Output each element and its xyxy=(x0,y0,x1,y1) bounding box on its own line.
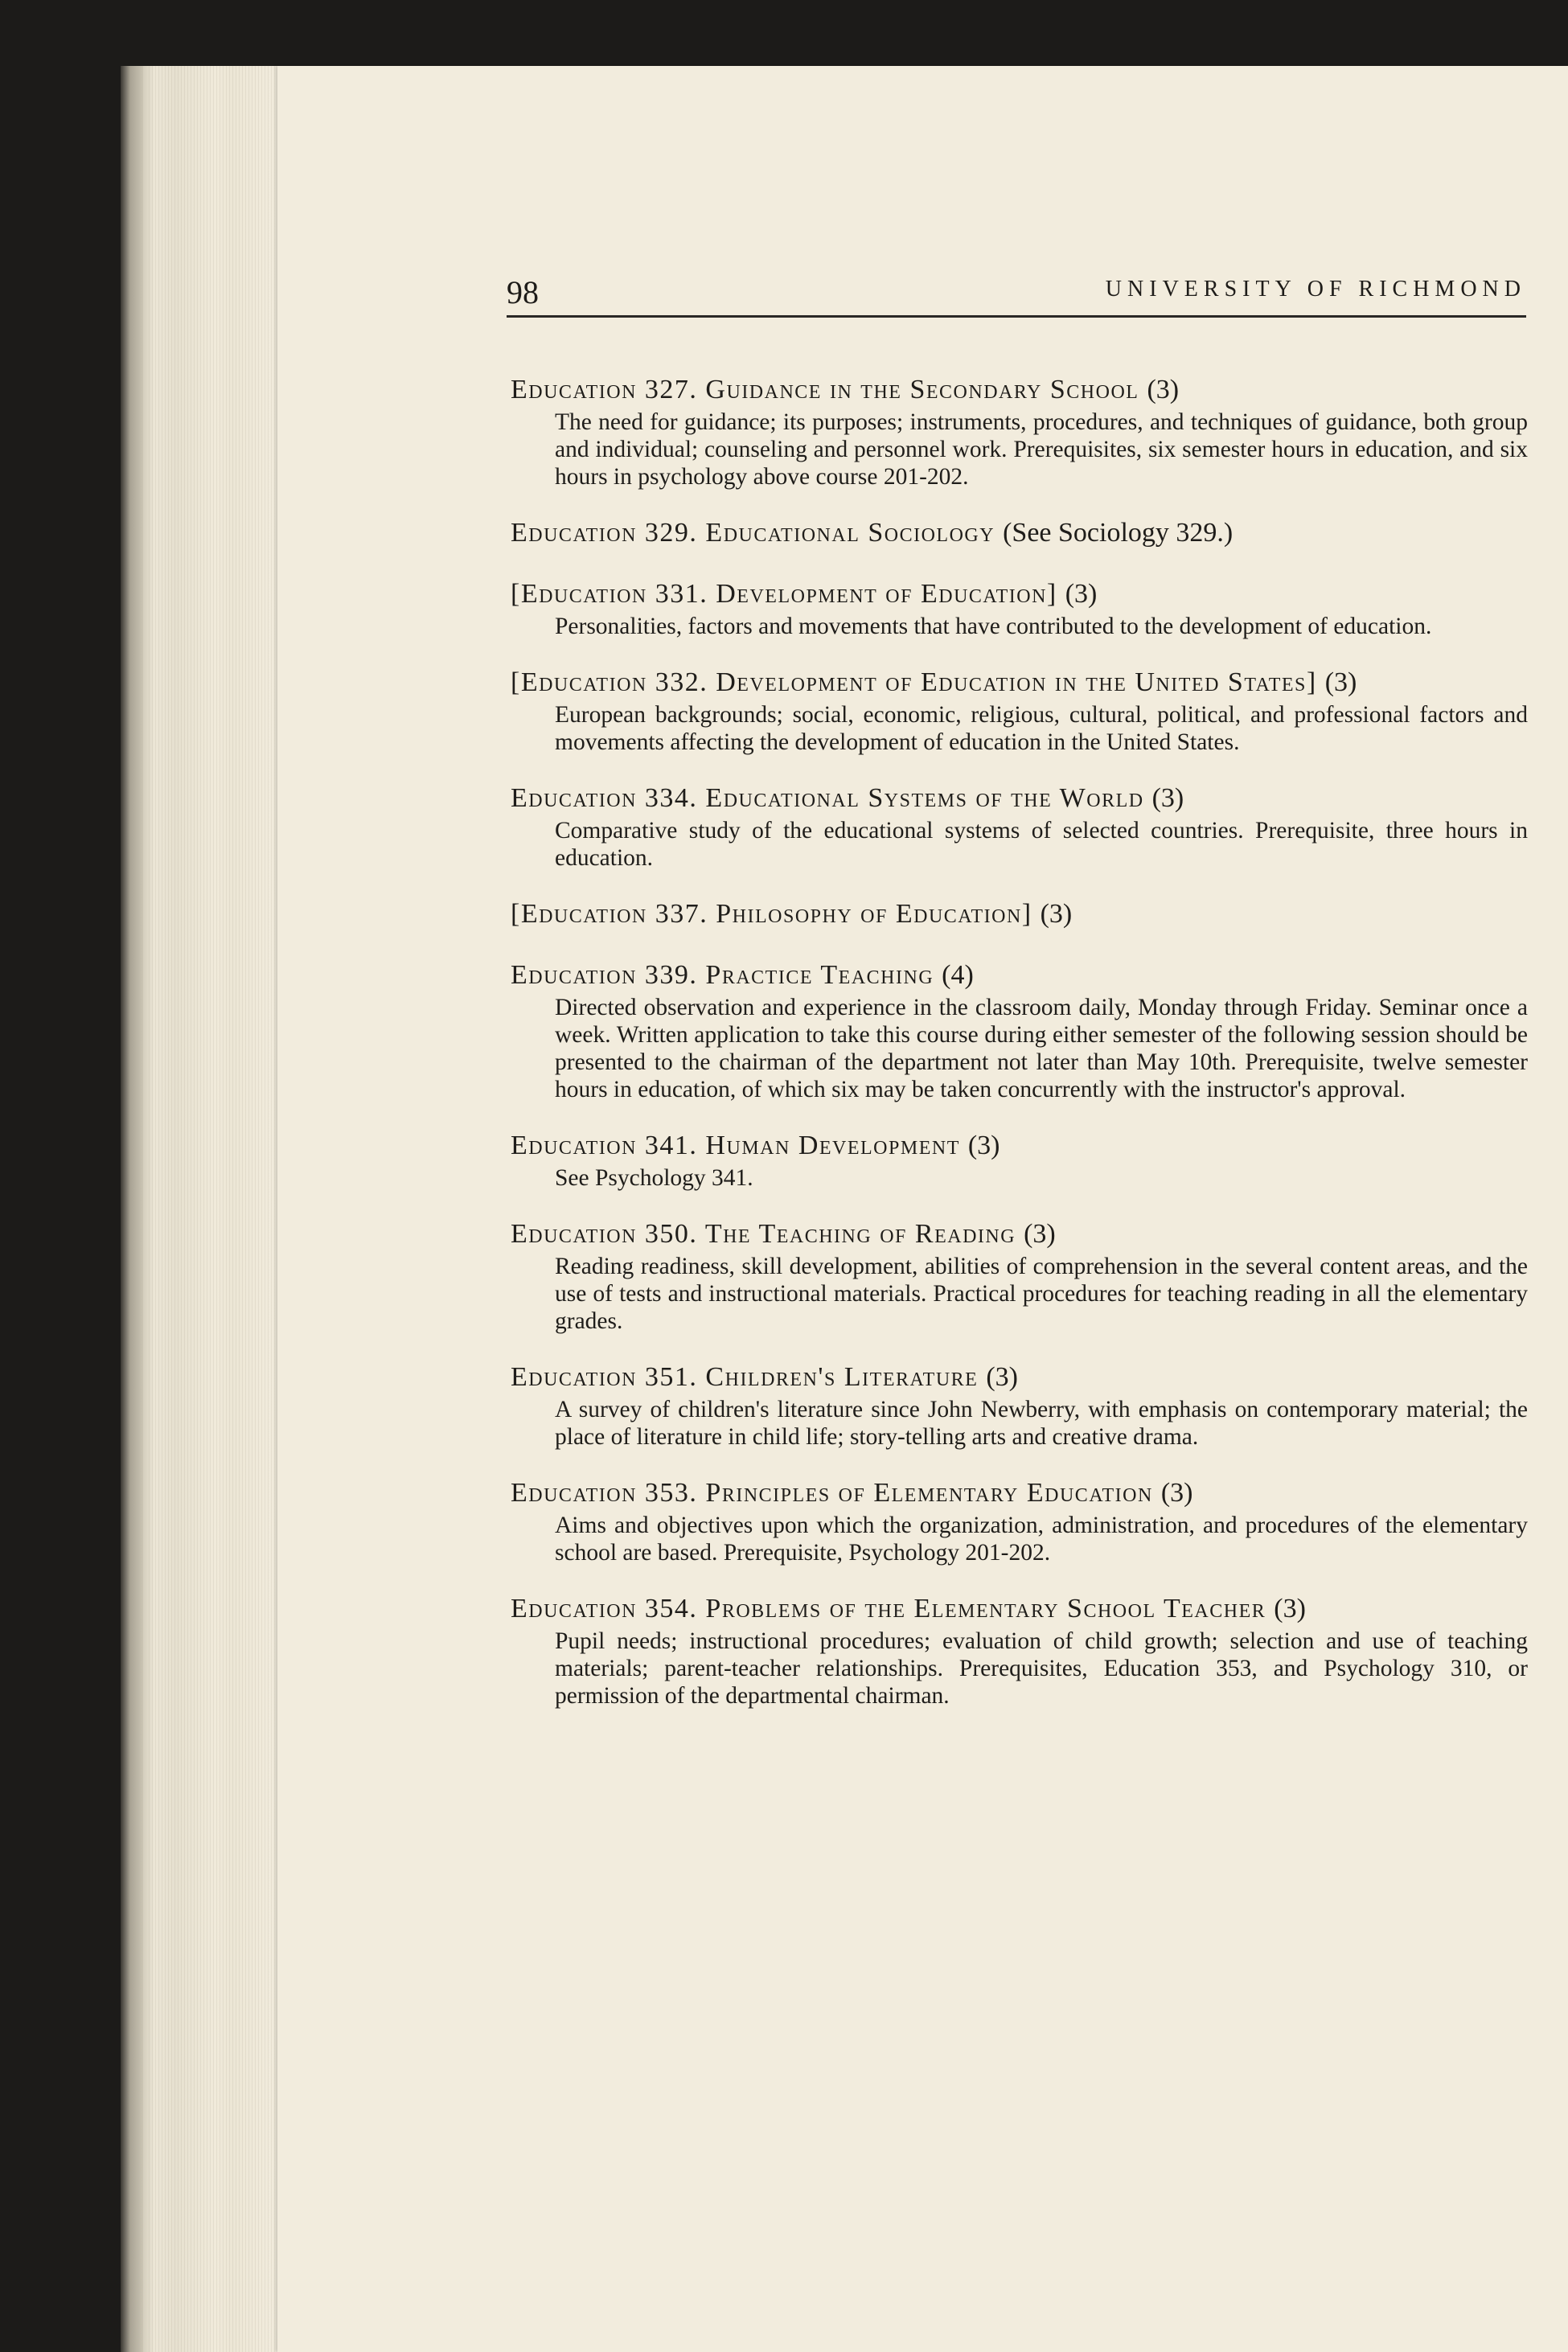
course-credits: (3) xyxy=(1151,783,1184,813)
course-description: Directed observation and experience in the classroom daily, Monday through Friday. Seminar once a week. Written application to take this course during either semester of the following session should be presented to the chairman of the department not later than May 10th. Prerequisite, twelve semester hours in education, of which six may be taken concurrently with the instructor's approval. xyxy=(555,995,1528,1102)
course-entry-339 xyxy=(511,957,1528,1103)
course-description: Reading readiness, skill development, abilities of comprehension in the several content areas, and the use of tests and instructional materials. Practical procedures for teaching reading in all the elementary grades. xyxy=(555,1254,1528,1334)
course-credits: (3) xyxy=(1040,899,1073,929)
course-description: Personalities, factors and movements that have contributed to the development of education. xyxy=(555,614,1432,639)
course-credits: (3) xyxy=(1274,1594,1306,1623)
course-description: A survey of children's literature since John Newberry, with emphasis on contemporary material; the place of literature in child life; story-telling arts and creative drama. xyxy=(555,1397,1528,1450)
page-header xyxy=(507,273,1526,317)
course-entry-337 xyxy=(511,896,1528,933)
course-entry-351 xyxy=(511,1359,1528,1451)
page-number: 98 xyxy=(507,274,539,310)
course-entry-329 xyxy=(511,515,1528,552)
page-edges xyxy=(149,66,281,2352)
course-title: Education 334. Educational Systems of the World (3) xyxy=(511,783,1184,813)
course-credits: (3) xyxy=(1065,579,1098,609)
course-credits: (3) xyxy=(1024,1219,1056,1249)
course-title: [Education 332. Development of Education in the United States] (3) xyxy=(511,667,1357,697)
course-entry-353 xyxy=(511,1475,1528,1566)
course-description: Pupil needs; instructional procedures; evaluation of child growth; selection and use of teaching materials; parent-teacher relationships. Prerequisites, Education 353, and Psychology 310, or permission of the departmental chairman. xyxy=(555,1628,1528,1709)
course-entry-350 xyxy=(511,1216,1528,1335)
course-credits: (3) xyxy=(986,1362,1018,1392)
course-title: Education 339. Practice Teaching (4) xyxy=(511,960,974,990)
course-entry-331 xyxy=(511,576,1528,640)
header-rule xyxy=(507,315,1526,318)
running-head: UNIVERSITY OF RICHMOND xyxy=(1105,277,1526,302)
course-description: The need for guidance; its purposes; instruments, procedures, and techniques of guidance, both group and individual; counseling and personnel work. Prerequisites, six semester hours in education, and six hours in psychology above course 201-202. xyxy=(555,409,1528,490)
course-entry-341 xyxy=(511,1127,1528,1192)
course-entry-334 xyxy=(511,780,1528,872)
course-description: Comparative study of the educational systems of selected countries. Prerequisite, three hours in education. xyxy=(555,818,1528,871)
course-title: Education 350. The Teaching of Reading (3) xyxy=(511,1219,1056,1249)
course-credits: (3) xyxy=(1160,1478,1193,1508)
course-credits: (See Sociology 329.) xyxy=(1003,518,1233,548)
course-title: Education 351. Children's Literature (3) xyxy=(511,1362,1018,1392)
course-list xyxy=(511,371,1528,1734)
course-description: Aims and objectives upon which the organization, administration, and procedures of the elementary school are based. Prerequisite, Psychology 201-202. xyxy=(555,1513,1528,1566)
course-credits: (3) xyxy=(967,1131,1000,1160)
course-entry-332 xyxy=(511,664,1528,756)
course-credits: (3) xyxy=(1147,375,1180,404)
course-title: [Education 331. Development of Education] (3) xyxy=(511,579,1098,609)
course-entry-354 xyxy=(511,1591,1528,1710)
course-title: Education 353. Principles of Elementary Education (3) xyxy=(511,1478,1193,1508)
course-title: Education 354. Problems of the Elementary School Teacher (3) xyxy=(511,1594,1306,1623)
course-entry-327 xyxy=(511,371,1528,491)
course-title: [Education 337. Philosophy of Education] (3) xyxy=(511,899,1073,929)
book-spine xyxy=(121,66,145,2352)
course-credits: (3) xyxy=(1324,667,1357,697)
course-credits: (4) xyxy=(942,960,974,990)
course-description: European backgrounds; social, economic, religious, cultural, political, and professional factors and movements affecting the development of education in the United States. xyxy=(555,702,1528,755)
course-description: See Psychology 341. xyxy=(555,1165,753,1191)
course-title: Education 341. Human Development (3) xyxy=(511,1131,1000,1160)
course-title: Education 327. Guidance in the Secondary School (3) xyxy=(511,375,1180,404)
course-title: Education 329. Educational Sociology (See Sociology 329.) xyxy=(511,518,1233,548)
